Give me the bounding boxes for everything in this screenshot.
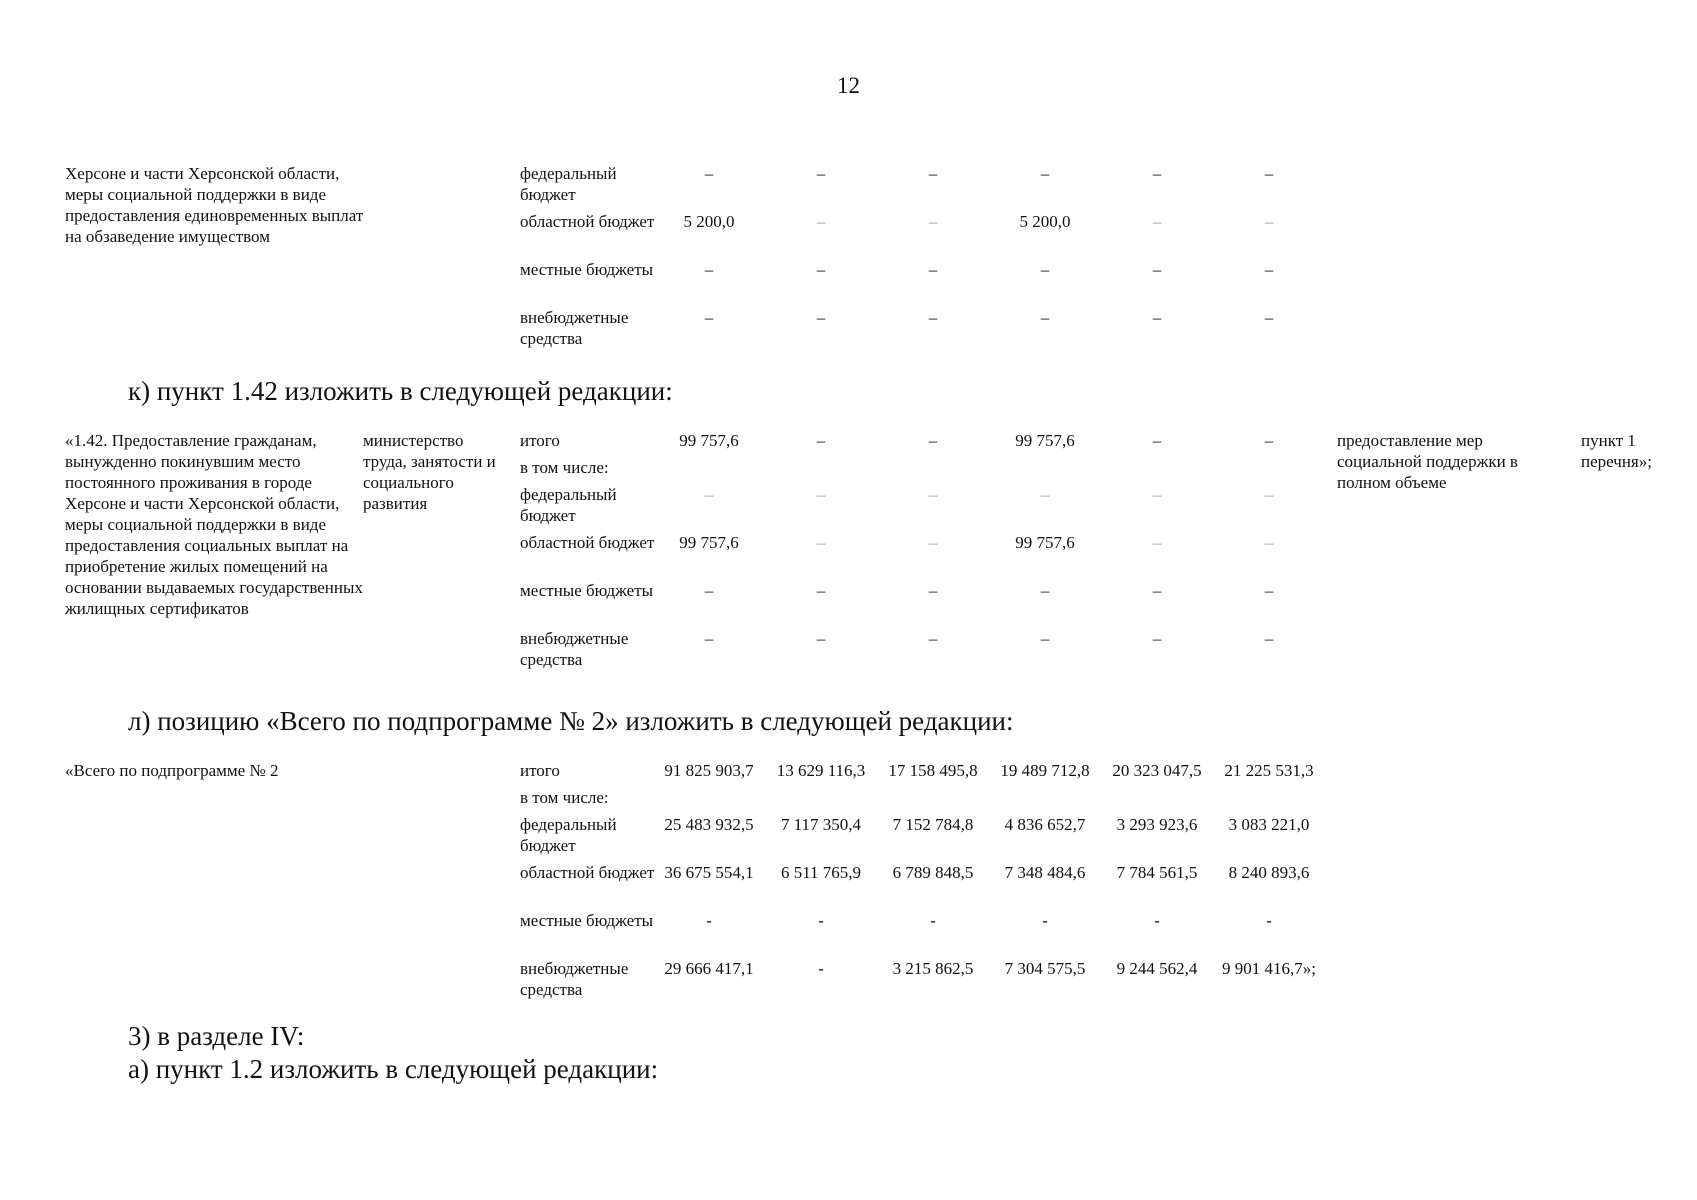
value-cell: – [1040,629,1050,648]
table-row [0,532,1697,580]
value-cell: - [818,911,824,930]
value-cell: 5 200,0 [1019,212,1071,231]
value-cell: – [816,581,826,600]
value-cell: – [1152,629,1162,648]
table-row [0,814,1697,862]
value-cell: – [704,485,714,504]
value-cell: – [928,485,938,504]
funding-source: местные бюджеты [520,911,654,930]
funding-source: внебюджетные средства [520,629,629,669]
value-cell: – [928,308,938,327]
value-cell: 99 757,6 [1015,533,1075,552]
funding-source: итого [520,431,560,450]
value-cell: – [816,308,826,327]
section-heading-k: к) пункт 1.42 изложить в следующей редакции: [128,376,673,406]
value-cell: – [1040,260,1050,279]
table-row [0,259,1697,307]
value-cell: – [928,581,938,600]
value-cell: 36 675 554,1 [664,863,754,882]
value-cell: 3 083 221,0 [1228,815,1310,834]
value-cell: – [816,431,826,450]
value-cell: – [1264,212,1274,231]
value-cell: – [1152,260,1162,279]
value-cell: – [816,260,826,279]
table-row [0,910,1697,958]
funding-source: областной бюджет [520,863,655,882]
value-cell: 8 240 893,6 [1228,863,1310,882]
value-cell: – [1264,431,1274,450]
funding-source: местные бюджеты [520,581,654,600]
value-cell: – [1040,581,1050,600]
value-cell: 3 215 862,5 [892,959,974,978]
value-cell: 3 293 923,6 [1116,815,1198,834]
value-cell: 6 511 765,9 [780,863,862,882]
table-row [0,580,1697,628]
value-cell: 99 757,6 [679,533,739,552]
value-cell: - [930,911,936,930]
value-cell: – [928,533,938,552]
value-cell: 7 304 575,5 [1004,959,1086,978]
item-description: Херсоне и части Херсонской области, меры социальной поддержки в виде предоставления единовременных выплат на обзаведение имуществом [65,164,364,246]
value-cell: – [1040,164,1050,183]
value-cell: – [704,260,714,279]
table-row [0,307,1697,355]
table-row [0,484,1697,532]
value-cell: 19 489 712,8 [1000,761,1090,780]
value-cell: – [816,629,826,648]
value-cell: 7 152 784,8 [892,815,974,834]
value-cell: 13 629 116,3 [776,761,866,780]
value-cell: 6 789 848,5 [892,863,974,882]
page-number: 12 [837,73,860,98]
value-cell: 99 757,6 [679,431,739,450]
value-cell: 21 225 531,3 [1224,761,1314,780]
value-cell: - [1266,911,1272,930]
value-cell: 7 348 484,6 [1004,863,1086,882]
table-row [0,211,1697,259]
funding-source: итого [520,761,560,780]
value-cell: – [1040,308,1050,327]
value-cell: – [816,485,826,504]
value-cell: – [704,581,714,600]
funding-source: местные бюджеты [520,260,654,279]
value-cell: – [1264,164,1274,183]
including-label: в том числе: [520,458,609,477]
value-cell: – [928,431,938,450]
value-cell: – [704,629,714,648]
section-heading-a: а) пункт 1.2 изложить в следующей редакции: [128,1054,659,1084]
section-heading-3: 3) в разделе IV: [128,1021,305,1051]
value-cell: 7 117 350,4 [780,815,862,834]
value-cell: - [706,911,712,930]
funding-source: федеральный бюджет [520,485,617,525]
value-cell: – [1152,212,1162,231]
value-cell: 29 666 417,1 [664,959,754,978]
value-cell: – [1152,581,1162,600]
value-cell: – [816,212,826,231]
value-cell: – [704,164,714,183]
value-cell: 25 483 932,5 [664,815,754,834]
value-cell: – [1152,485,1162,504]
value-cell: 91 825 903,7 [664,761,754,780]
item-description: «Всего по подпрограмме № 2 [65,761,279,780]
value-cell: 4 836 652,7 [1004,815,1086,834]
value-cell: – [928,260,938,279]
value-cell: – [1152,308,1162,327]
value-cell: – [1264,260,1274,279]
value-cell: – [816,533,826,552]
table-row [0,862,1697,910]
funding-source: внебюджетные средства [520,308,629,348]
value-cell: – [1264,581,1274,600]
value-cell: – [928,212,938,231]
funding-source: федеральный бюджет [520,164,617,204]
value-cell: - [1154,911,1160,930]
value-cell: 20 323 047,5 [1112,761,1202,780]
executor: министерство труда, занятости и социального развития [363,431,496,513]
value-cell: – [1264,533,1274,552]
value-cell: – [1152,164,1162,183]
value-cell: 7 784 561,5 [1116,863,1198,882]
value-cell: – [816,164,826,183]
value-cell: 9 901 416,7»; [1222,959,1316,978]
value-cell: 99 757,6 [1015,431,1075,450]
item-description: «1.42. Предоставление гражданам, вынужденно покинувшим место постоянного проживания в городе Херсоне и части Херсонской области, меры социальной поддержки в виде предоставления социальных выплат на приобретение жилых помещений на основании выдаваемых государственных жилищных сертификатов [65,431,363,618]
table-row-total [0,760,1697,808]
expected-result: предоставление мер социальной поддержки в полном объеме [1337,431,1518,492]
value-cell: – [928,629,938,648]
funding-source: федеральный бюджет [520,815,617,855]
value-cell: 17 158 495,8 [888,761,978,780]
section-heading-l: л) позицию «Всего по подпрограмме № 2» изложить в следующей редакции: [128,706,1014,736]
table-row [0,163,1697,211]
value-cell: – [1152,533,1162,552]
value-cell: 5 200,0 [683,212,735,231]
reference: пункт 1 перечня»; [1581,431,1652,471]
value-cell: – [1264,308,1274,327]
value-cell: – [1152,431,1162,450]
value-cell: – [704,308,714,327]
table-row-total [0,430,1697,478]
funding-source: областной бюджет [520,533,655,552]
value-cell: - [1042,911,1048,930]
value-cell: 9 244 562,4 [1116,959,1198,978]
value-cell: – [928,164,938,183]
table-row [0,958,1697,1006]
funding-source: областной бюджет [520,212,655,231]
funding-source: внебюджетные средства [520,959,629,999]
table-row [0,628,1697,676]
value-cell: – [1264,629,1274,648]
including-label: в том числе: [520,788,609,807]
value-cell: – [1264,485,1274,504]
value-cell: – [1040,485,1050,504]
value-cell: - [818,959,824,978]
